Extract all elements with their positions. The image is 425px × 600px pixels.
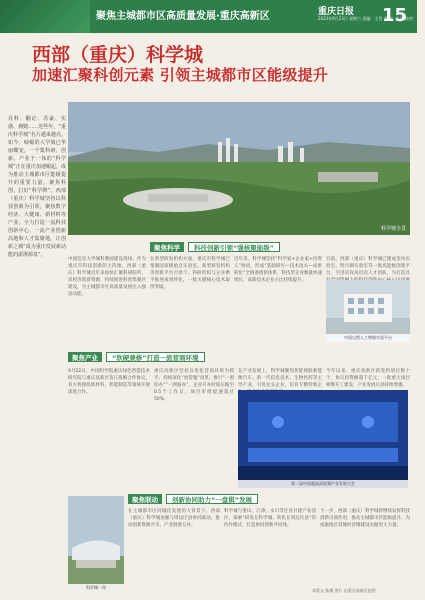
section-1-photo-caption: 中国自然人工物理实验平台 (326, 334, 410, 342)
conference-stage-illustration (238, 390, 408, 488)
section-3-title: 创新协同助力“一盘棋”发展 (166, 494, 258, 504)
section-3-col-1: 在主城都市区同城化发展的大背景下，西部（重庆）科学城加强与周边区县协同联动，推动创新资源共享、产业链条互补。 (128, 509, 220, 528)
section-1-col-4: 目前，西部（重庆）科学城已建成金凤实验室、明月湖实验室等一批高能级创新平台，引进培育高层次人才团队，为打造具 (326, 257, 410, 276)
section-2-col-4: 今年以来，重庆高新区新签约项目数十个，协议投资额超千亿元，一批重大项目相继开工建设，产业发展后劲持续增强。 (326, 369, 410, 388)
hero-aerial-photo (68, 102, 410, 235)
section-1-col-3: 近年来，科学城坚持“科学家+企业家+投资人”协同，形成“基础研究—技术攻关—成果转化”全链条创新体系，科技型企业数量快速增长，高新技术企业占比持续提升。 (234, 257, 322, 283)
article-subtitle: 加速汇聚科创元素 引领主城都市区能级提升 (32, 66, 329, 84)
section-3-col-2: 科学城与璧山、江津、永川等区县共建产业园区，探索“研发在科学城、转化在周边区县”的协作模式，打造协同创新共同体。 (224, 509, 316, 528)
section-1-photo (326, 280, 410, 342)
section-2-col-1: 9月22日，中国科学院重庆绿色智能技术研究院与重庆高新区签订战略合作协议，双方将围绕新材料、智能制造等领域开展深度合作。 (68, 369, 150, 395)
section-2-photo-caption: 第二届中国超高清视频产业发展大会 (238, 480, 408, 488)
section-tag: 聚焦主城都市区高质量发展·重庆高新区 (96, 11, 270, 22)
section-3-label: 聚焦联动 (128, 494, 162, 504)
section-3-photo (68, 496, 124, 592)
banner-decoration (0, 0, 90, 33)
section-1-heading (150, 242, 280, 252)
newspaper-brand: 重庆日报 (318, 7, 355, 17)
section-2-col-3: 在产业发展上，科学城聚焦智能网联新能源汽车、新一代信息技术、生物医药等主导产业，引进龙头企业，培育专精特新企 (238, 369, 322, 388)
section-3-photo-caption: 科学城一角 (68, 584, 124, 592)
page-number: 15 (381, 5, 407, 26)
campus-building-illustration (68, 496, 124, 592)
section-2-col-2: 重庆高新区坚持以优化营商环境为抓手，持续深化“放管服”改革，推行“一窗综办”“一网通办”，企业开办时间压缩至0.5个工作日，项目审批提速超过50%。 (154, 369, 234, 402)
lab-building-illustration (326, 280, 410, 342)
section-3-col-3: 下一步，西部（重庆）科学城将继续发挥科技创新引领作用，推动主城都市区能级提升，为成渝地区双城经济圈建设贡献更大力量。 (320, 509, 410, 528)
section-2-title: “软硬兼修”打造一流营商环境 (106, 352, 205, 362)
section-2-heading (68, 352, 205, 362)
article-title: 西部（重庆）科学城 (32, 44, 204, 66)
section-1-label: 聚焦科学 (150, 242, 184, 252)
dateline: 2023年9月23日 星期六 责编：王哲 美编：张开 校对：方林 (318, 16, 425, 21)
page-header-banner (0, 0, 425, 33)
section-1-title: 科技创新引领“强核聚能级” (188, 242, 280, 252)
section-2-photo (238, 390, 408, 488)
hero-caption: 科学城全景 (380, 226, 406, 232)
section-2-label: 聚焦产业 (68, 352, 102, 362)
intro-sidebar-text: 肖科、翻论、苏豪、实感、拥嬗……近些年，“重庆科学城”名片越来越亮。如今，崎崛的大学城已华丽蝶变，一个集科研、创新、产业于一体的“科学城”正在重庆加速崛起，成为推动主城都市区能级提升的重要力量。聚焦科创，打好“科学牌”。西部（重庆）科学城坚持以科技创新为引领，聚焦数字经济、大健康、新材料等产业，全力打造一流科技创新中心、一流产业创新高地和人才集聚地，让创新之城“成为重庆发展新动能的澎湃源泉”。 (8, 116, 66, 258)
section-1-col-1: 中国信息大学城科教园建设现场。作为重庆市科技创新的主阵地，西部（重庆）科学城近年来加快汇聚科研院所、高校等创新资源，持续推进科创集聚区建设，为主城都市区高质量发展注入强劲动能。 (68, 257, 146, 297)
byline: 本版文 陈湘 图片 由重庆高新区提供 (312, 588, 376, 593)
section-1-col-2: 在新型研发机构方面，重庆市科学城已集聚国家级重点实验室、新型研发机构等创新平台百余个。科研机构与企业携手推进成果转化，一批关键核心技术取得突破。 (150, 257, 230, 290)
hero-illustration (68, 102, 410, 235)
section-3-heading (128, 494, 258, 504)
